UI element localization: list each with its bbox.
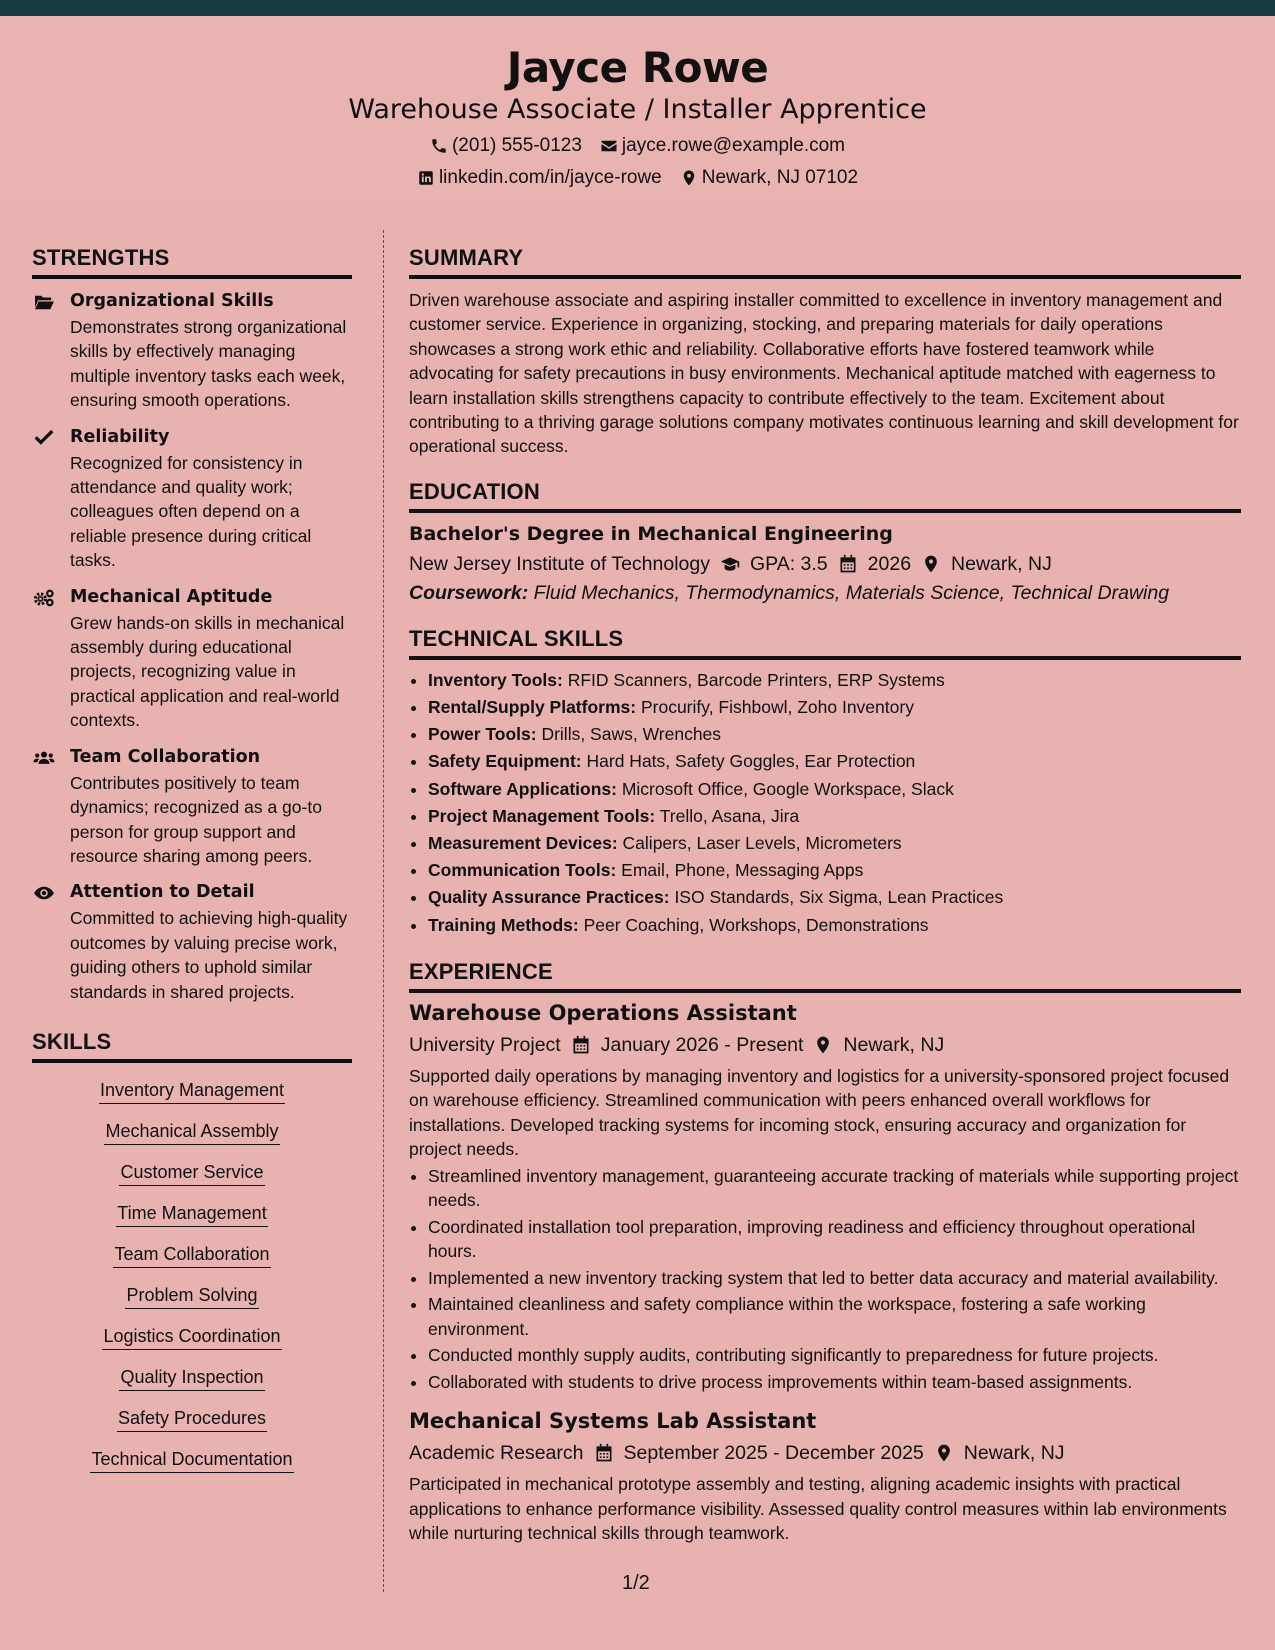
summary-text: Driven warehouse associate and aspiring installer committed to excellence in inventory management and customer service. Experience in organizing, stocking, and preparing materials for daily operations showcases a strong work ethic and reliability. Collaborative efforts have fostered teamwork while advocating for safety precautions in busy environments. Mechanical aptitude matched with eagerness to learn installation skills strengthens capacity to contribute effectively to the team. Excitement about contributing to a thriving garage solutions company motivates continuous learning and skill development for operational success.	[409, 290, 1239, 457]
column-divider	[383, 230, 384, 1592]
job-location: Newark, NJ	[963, 1442, 1065, 1465]
tech-skill-item: • Training Methods: Peer Coaching, Workshops, Demonstrations	[428, 912, 1241, 939]
resume-header	[0, 16, 1275, 204]
linkedin-text: linkedin.com/in/jayce-rowe	[438, 167, 662, 188]
candidate-title: Warehouse Associate / Installer Apprentice	[348, 94, 927, 125]
education-meta	[409, 551, 1241, 577]
job-org: University Project	[409, 1033, 561, 1056]
strength-title: Organizational Skills	[70, 291, 274, 311]
job-description: Participated in mechanical prototype assembly and testing, aligning academic insights with practical applications to enhance performance visibility. Assessed quality control measures within lab environments while nurturing technical skills through teamwork.	[409, 1474, 1227, 1543]
experience-heading: EXPERIENCE	[409, 958, 1241, 993]
tech-skill-item: • Communication Tools: Email, Phone, Messaging Apps	[428, 857, 1241, 884]
tech-skill-item: • Power Tools: Drills, Saws, Wrenches	[428, 721, 1241, 748]
location-contact	[680, 166, 858, 190]
left-column	[32, 244, 352, 1481]
job-description: Supported daily operations by managing inventory and logistics for a university-sponsored project focused on warehouse efficiency. Streamlined communication with peers enhanced overall workflows for installations. Developed tracking systems for incoming stock, ensuring accuracy and organization for project needs.	[409, 1065, 1230, 1160]
candidate-name: Jayce Rowe	[506, 43, 769, 92]
job-bullet: • Conducted monthly supply audits, contributing significantly to preparedness for future projects.	[428, 1343, 1241, 1367]
map-pin-icon	[934, 1443, 954, 1463]
skills-heading: SKILLS	[32, 1028, 352, 1063]
job-meta	[409, 1032, 1241, 1058]
calendar-icon	[838, 554, 858, 574]
linkedin-icon	[417, 169, 435, 187]
envelope-icon	[600, 137, 618, 155]
strength-description: Recognized for consistency in attendance and quality work; colleagues often depend on a reliable presence during critical tasks.	[70, 452, 312, 571]
location-text: Newark, NJ 07102	[701, 167, 859, 188]
calendar-icon	[571, 1035, 591, 1055]
strengths-heading: STRENGTHS	[32, 244, 352, 279]
job-bullet: • Implemented a new inventory tracking system that led to better data accuracy and material availability.	[428, 1266, 1241, 1290]
tech-skill-item: • Quality Assurance Practices: ISO Standards, Six Sigma, Lean Practices	[428, 884, 1241, 911]
job-dates: January 2026 - Present	[600, 1033, 804, 1056]
skill-tag: Problem Solving	[125, 1283, 258, 1309]
skill-tag: Team Collaboration	[113, 1242, 270, 1268]
job-bullet: • Streamlined inventory management, guaranteeing accurate tracking of materials while supporting project needs.	[428, 1164, 1241, 1213]
email-text: jayce.rowe@example.com	[621, 135, 846, 156]
right-column	[409, 244, 1241, 1545]
strength-title: Reliability	[70, 426, 170, 447]
phone-text: (201) 555-0123	[451, 135, 582, 156]
contact-row-1	[0, 134, 1275, 158]
top-accent-bar	[0, 0, 1275, 16]
strength-item	[32, 881, 352, 1004]
eye-icon	[33, 884, 55, 902]
phone-contact[interactable]	[430, 134, 582, 158]
job-location: Newark, NJ	[843, 1033, 945, 1056]
strength-description: Contributes positively to team dynamics; recognized as a go-to person for group support and resource sharing among peers.	[70, 772, 322, 866]
gears-icon	[33, 589, 55, 607]
map-pin-icon	[813, 1035, 833, 1055]
skill-tag: Mechanical Assembly	[104, 1119, 279, 1145]
strength-item	[32, 586, 352, 733]
job-bullet: • Collaborated with students to drive process improvements within team-based assignments.	[428, 1370, 1241, 1394]
phone-icon	[430, 137, 448, 155]
job-bullets	[409, 1164, 1241, 1395]
job-title: Mechanical Systems Lab Assistant	[409, 1409, 817, 1434]
strength-item	[32, 426, 352, 573]
skill-tag: Quality Inspection	[119, 1365, 264, 1391]
graduation-year: 2026	[867, 552, 912, 575]
job-bullet: • Maintained cleanliness and safety compliance within the workspace, fostering a safe working environment.	[428, 1292, 1241, 1341]
coursework-list: Fluid Mechanics, Thermodynamics, Materials Science, Technical Drawing	[533, 581, 1170, 604]
education-heading: EDUCATION	[409, 478, 1241, 513]
strength-description: Committed to achieving high-quality outcomes by valuing precise work, guiding others to uphold similar standards in shared projects.	[70, 908, 348, 1002]
summary-heading: SUMMARY	[409, 244, 1241, 279]
technical-skills-list	[409, 667, 1241, 939]
strength-title: Attention to Detail	[70, 882, 255, 903]
users-icon	[33, 749, 55, 767]
email-contact[interactable]	[600, 134, 845, 158]
tech-skill-item: • Inventory Tools: RFID Scanners, Barcode Printers, ERP Systems	[428, 667, 1241, 694]
page-number: 1/2	[622, 1572, 650, 1594]
map-pin-icon	[680, 169, 698, 187]
strength-title: Mechanical Aptitude	[70, 586, 273, 607]
tech-skill-item: • Project Management Tools: Trello, Asana, Jira	[428, 803, 1241, 830]
school-name: New Jersey Institute of Technology	[409, 552, 710, 575]
strength-description: Grew hands-on skills in mechanical assembly during educational projects, recognizing value in practical application and real-world contexts.	[70, 612, 345, 731]
skill-tag: Logistics Coordination	[102, 1324, 281, 1350]
skill-tag: Safety Procedures	[117, 1406, 267, 1432]
job-title: Warehouse Operations Assistant	[409, 1000, 797, 1025]
tech-skill-item: • Measurement Devices: Calipers, Laser Levels, Micrometers	[428, 830, 1241, 857]
folder-open-icon	[33, 293, 55, 311]
gpa-text: GPA: 3.5	[749, 552, 828, 575]
tech-skill-item: • Software Applications: Microsoft Office, Google Workspace, Slack	[428, 776, 1241, 803]
contact-row-2	[0, 166, 1275, 190]
education-location: Newark, NJ	[951, 552, 1052, 575]
technical-skills-heading: TECHNICAL SKILLS	[409, 625, 1241, 660]
skills-list	[32, 1071, 352, 1481]
calendar-icon	[594, 1443, 614, 1463]
graduation-cap-icon	[720, 554, 740, 574]
tech-skill-item: • Safety Equipment: Hard Hats, Safety Goggles, Ear Protection	[428, 748, 1241, 775]
skill-tag: Time Management	[116, 1201, 267, 1227]
linkedin-contact[interactable]	[417, 166, 662, 190]
job-dates: September 2025 - December 2025	[623, 1442, 924, 1465]
strength-title: Team Collaboration	[70, 746, 261, 767]
job-meta	[409, 1440, 1241, 1466]
degree-title: Bachelor's Degree in Mechanical Engineering	[409, 522, 893, 545]
strength-item	[32, 290, 352, 413]
job-bullet: • Coordinated installation tool preparation, improving readiness and efficiency throughout operational hours.	[428, 1215, 1241, 1264]
check-icon	[33, 429, 55, 447]
skill-tag: Inventory Management	[99, 1078, 285, 1104]
strength-description: Demonstrates strong organizational skills by effectively managing multiple inventory tasks each week, ensuring smooth operations.	[70, 317, 347, 411]
map-pin-icon	[921, 554, 941, 574]
skill-tag: Customer Service	[119, 1160, 264, 1186]
job-org: Academic Research	[409, 1442, 584, 1465]
skill-tag: Technical Documentation	[90, 1447, 293, 1473]
tech-skill-item: • Rental/Supply Platforms: Procurify, Fishbowl, Zoho Inventory	[428, 694, 1241, 721]
strength-item	[32, 746, 352, 869]
coursework	[409, 580, 1241, 606]
coursework-label: Coursework:	[409, 581, 529, 604]
